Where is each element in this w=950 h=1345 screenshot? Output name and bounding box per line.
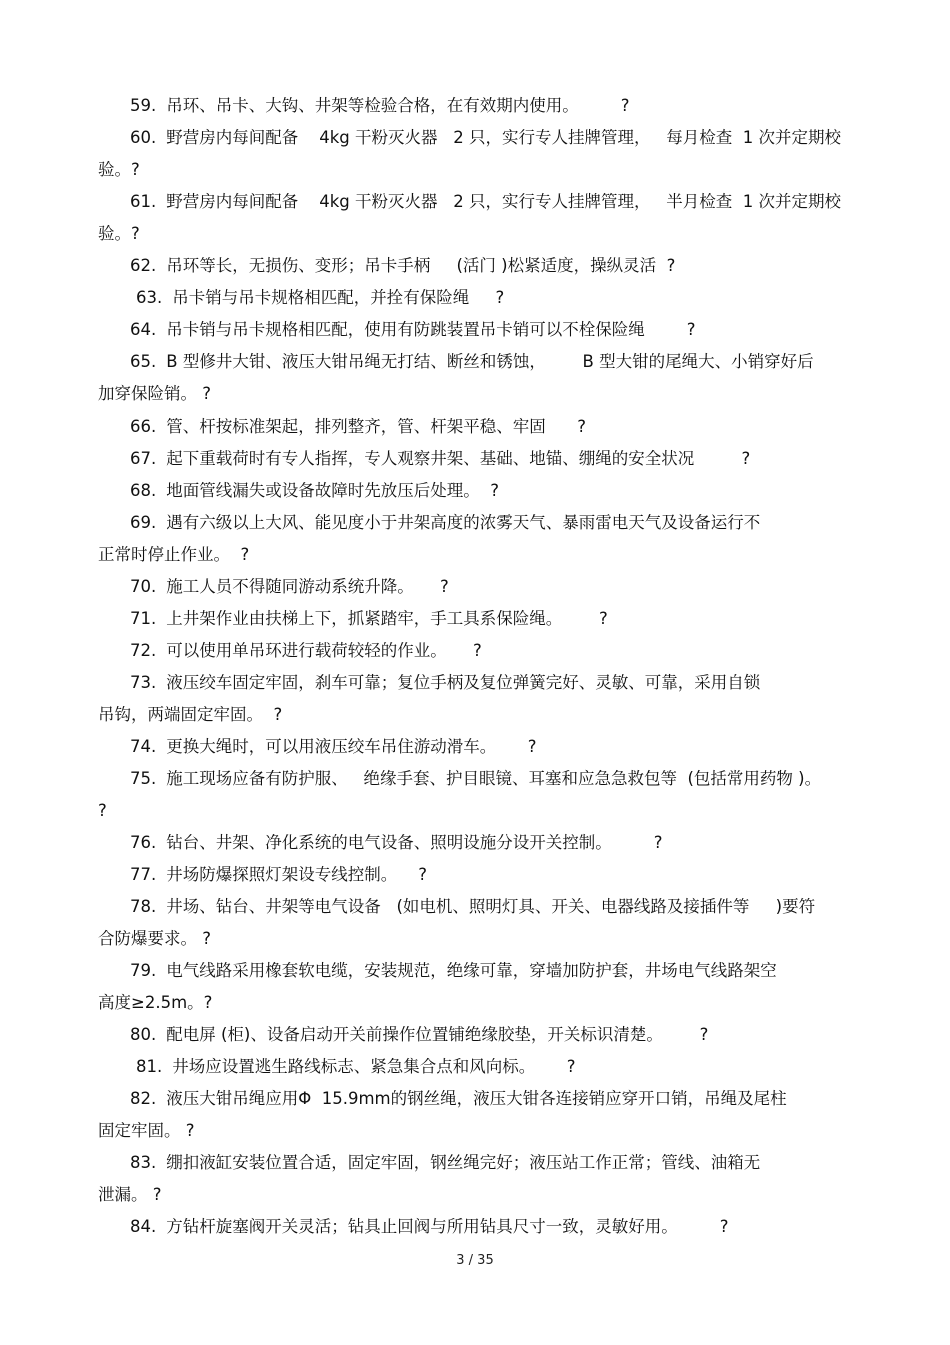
item-text: 绷扣液缸安装位置合适，固定牢固，钢丝绳完好；液压站工作正常；管线、油箱无 xyxy=(166,1153,761,1172)
item-text: 固定牢固。 ? xyxy=(98,1121,195,1140)
checklist-item xyxy=(130,768,821,790)
item-number: 59. xyxy=(130,96,157,115)
page-number: 3 / 35 xyxy=(456,1253,494,1268)
checklist-item-continuation xyxy=(98,1184,162,1206)
item-number: 63. xyxy=(136,288,163,307)
item-text: 施工人员不得随同游动系统升降。 ? xyxy=(166,577,449,596)
item-number: 65. xyxy=(130,352,157,371)
checklist-item xyxy=(130,1152,760,1174)
checklist-item xyxy=(130,1088,787,1110)
item-number: 68. xyxy=(130,481,157,500)
item-number: 77. xyxy=(130,865,157,884)
checklist-item-continuation xyxy=(98,544,249,566)
checklist-item xyxy=(130,864,427,886)
checklist-item xyxy=(130,1216,728,1238)
item-text: 可以使用单吊环进行载荷较轻的作业。 ? xyxy=(166,641,482,660)
checklist-item xyxy=(130,255,675,277)
item-number: 79. xyxy=(130,961,157,980)
checklist-item xyxy=(130,191,841,213)
checklist-item-continuation xyxy=(98,383,211,405)
item-text: 加穿保险销。 ? xyxy=(98,384,212,403)
item-text: 井场应设置逃生路线标志、紧急集合点和风向标。 ? xyxy=(172,1057,576,1076)
checklist-item xyxy=(130,351,814,373)
checklist-item xyxy=(130,672,760,694)
item-text: 吊环等长，无损伤、变形；吊卡手柄 (活门 )松紧适度，操纵灵活 ? xyxy=(166,256,676,275)
item-text: 吊钩，两端固定牢固。 ? xyxy=(98,705,283,724)
checklist-item xyxy=(130,416,586,438)
checklist-item xyxy=(130,1024,708,1046)
item-number: 64. xyxy=(130,320,157,339)
item-number: 67. xyxy=(130,449,157,468)
item-text: 野营房内每间配备 4kg 干粉灭火器 2 只，实行专人挂牌管理， 每月检查 1 次并定期校 xyxy=(166,128,841,147)
checklist-item-continuation xyxy=(98,159,140,181)
item-number: 73. xyxy=(130,673,157,692)
checklist-item xyxy=(130,736,536,758)
item-number: 83. xyxy=(130,1153,157,1172)
checklist-item xyxy=(130,576,449,598)
item-text: 吊环、吊卡、大钩、井架等检验合格，在有效期内使用。 ? xyxy=(166,96,630,115)
item-text: 验。? xyxy=(98,160,140,179)
item-number: 71. xyxy=(130,609,157,628)
checklist-item xyxy=(130,95,629,117)
item-text: 配电屏 (柜)、设备启动开关前操作位置铺绝缘胶垫，开关标识清楚。 ? xyxy=(166,1025,709,1044)
item-text: 高度≥2.5m。? xyxy=(98,993,213,1012)
item-text: 起下重载荷时有专人指挥，专人观察井架、基础、地锚、绷绳的安全状况 ? xyxy=(166,449,751,468)
item-number: 60. xyxy=(130,128,157,147)
checklist-item xyxy=(136,287,504,309)
item-number: 76. xyxy=(130,833,157,852)
item-text: 液压大钳吊绳应用Φ 15.9mm的钢丝绳，液压大钳各连接销应穿开口销，吊绳及尾柱 xyxy=(166,1089,787,1108)
item-number: 74. xyxy=(130,737,157,756)
checklist-item xyxy=(130,960,777,982)
item-text: B 型修井大钳、液压大钳吊绳无打结、断丝和锈蚀， B 型大钳的尾绳大、小销穿好后 xyxy=(166,352,814,371)
item-number: 72. xyxy=(130,641,157,660)
item-number: 75. xyxy=(130,769,157,788)
checklist-item xyxy=(130,640,482,662)
item-text: 井场防爆探照灯架设专线控制。 ? xyxy=(166,865,427,884)
checklist-item-continuation xyxy=(98,1120,195,1142)
checklist-item xyxy=(130,896,815,918)
item-text: 泄漏。 ? xyxy=(98,1185,162,1204)
item-number: 61. xyxy=(130,192,157,211)
item-text: 验。? xyxy=(98,224,140,243)
checklist-item-continuation xyxy=(98,800,107,822)
item-text: 正常时停止作业。 ? xyxy=(98,545,250,564)
checklist-item-continuation xyxy=(98,704,282,726)
item-text: ? xyxy=(98,801,107,820)
item-text: 地面管线漏失或设备故障时先放压后处理。 ? xyxy=(166,481,499,500)
item-text: 合防爆要求。 ? xyxy=(98,929,212,948)
item-text: 吊卡销与吊卡规格相匹配，使用有防跳装置吊卡销可以不栓保险绳 ? xyxy=(166,320,696,339)
item-text: 方钻杆旋塞阀开关灵活；钻具止回阀与所用钻具尺寸一致，灵敏好用。 ? xyxy=(166,1217,729,1236)
checklist-item xyxy=(130,480,499,502)
item-text: 施工现场应备有防护服、 绝缘手套、护目眼镜、耳塞和应急急救包等 (包括常用药物 )。 xyxy=(166,769,822,788)
item-text: 液压绞车固定牢固，刹车可靠；复位手柄及复位弹簧完好、灵敏、可靠，采用自锁 xyxy=(166,673,761,692)
item-text: 管、杆按标准架起，排列整齐，管、杆架平稳、牢固 ? xyxy=(166,417,586,436)
item-text: 吊卡销与吊卡规格相匹配，并拴有保险绳 ? xyxy=(172,288,505,307)
item-number: 82. xyxy=(130,1089,157,1108)
item-number: 78. xyxy=(130,897,157,916)
item-number: 81. xyxy=(136,1057,163,1076)
checklist-item xyxy=(130,127,841,149)
item-number: 84. xyxy=(130,1217,157,1236)
item-text: 野营房内每间配备 4kg 干粉灭火器 2 只，实行专人挂牌管理， 半月检查 1 次并定期校 xyxy=(166,192,841,211)
item-number: 80. xyxy=(130,1025,157,1044)
checklist-item-continuation xyxy=(98,223,140,245)
checklist-item xyxy=(130,608,608,630)
item-number: 66. xyxy=(130,417,157,436)
checklist-item-continuation xyxy=(98,992,212,1014)
item-text: 更换大绳时，可以用液压绞车吊住游动滑车。 ? xyxy=(166,737,537,756)
item-text: 井场、钻台、井架等电气设备 (如电机、照明灯具、开关、电器线路及接插件等 )要符 xyxy=(166,897,816,916)
checklist-item xyxy=(130,832,662,854)
item-text: 电气线路采用橡套软电缆，安装规范，绝缘可靠，穿墙加防护套，井场电气线路架空 xyxy=(166,961,777,980)
item-number: 69. xyxy=(130,513,157,532)
item-text: 钻台、井架、净化系统的电气设备、照明设施分设开关控制。 ? xyxy=(166,833,663,852)
item-number: 70. xyxy=(130,577,157,596)
checklist-item xyxy=(130,448,750,470)
checklist-item xyxy=(130,319,695,341)
item-number: 62. xyxy=(130,256,157,275)
checklist-item-continuation xyxy=(98,928,211,950)
checklist-item xyxy=(136,1056,575,1078)
item-text: 上井架作业由扶梯上下，抓紧踏牢，手工具系保险绳。 ? xyxy=(166,609,608,628)
checklist-item xyxy=(130,512,760,534)
item-text: 遇有六级以上大风、能见度小于井架高度的浓雾天气、暴雨雷电天气及设备运行不 xyxy=(166,513,761,532)
